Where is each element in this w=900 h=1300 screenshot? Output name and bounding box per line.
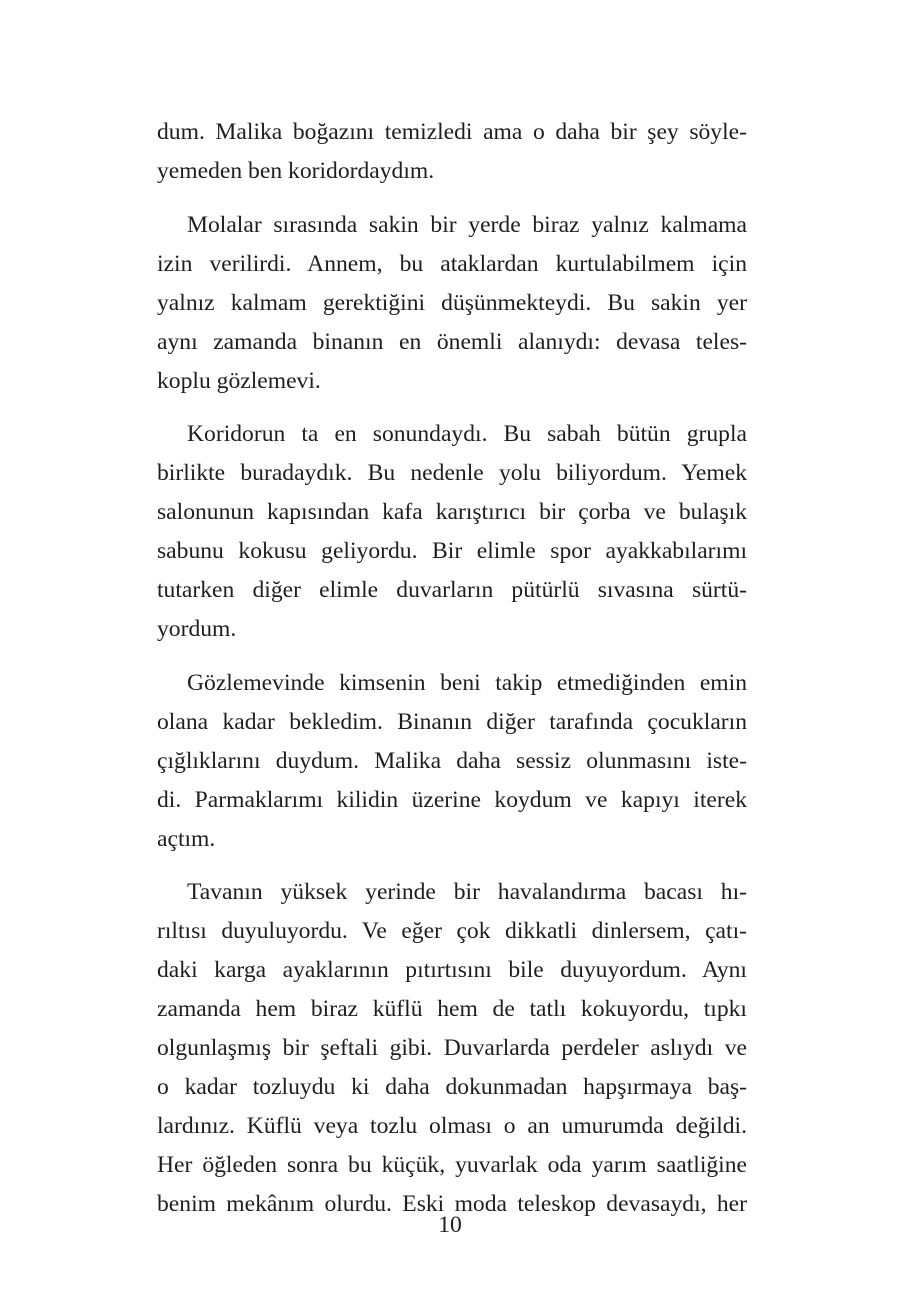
paragraph	[157, 664, 747, 859]
text-line: lardınız. Küflü veya tozlu olması o an umurumda değildi.	[157, 1113, 747, 1139]
text-line: Gözlemevinde kimsenin beni takip etmediğinden emin	[187, 669, 747, 696]
text-line: koplu gözlemevi.	[157, 367, 321, 394]
text-line: çığlıklarını duydum. Malika daha sessiz olunmasını iste-	[157, 747, 747, 774]
paragraph	[157, 206, 747, 401]
text-line: dum. Malika boğazını temizledi ama o daha bir şey söyle-	[157, 119, 747, 145]
text-line: Koridorun ta en sonundaydı. Bu sabah bütün grupla	[187, 421, 747, 447]
text-line: zamanda hem biraz küflü hem de tatlı kokuyordu, tıpkı	[157, 996, 747, 1022]
text-line: tutarken diğer elimle duvarların pütürlü sıvasına sürtü-	[157, 577, 747, 603]
paragraph	[157, 415, 747, 649]
text-line: rıltısı duyuluyordu. Ve eğer çok dikkatli dinlersem, çatı-	[157, 918, 747, 944]
text-line: yordum.	[157, 616, 237, 642]
text-line: aynı zamanda binanın en önemli alanıydı: devasa teles-	[157, 328, 747, 355]
text-line: Molalar sırasında sakin bir yerde biraz yalnız kalmama	[187, 211, 747, 238]
text-line: yemeden ben koridordaydım.	[157, 158, 435, 184]
body-text	[157, 113, 747, 1239]
text-line: birlikte buradaydık. Bu nedenle yolu biliyordum. Yemek	[157, 460, 747, 486]
page-number: 10	[438, 1212, 462, 1238]
text-line: Tavanın yüksek yerinde bir havalandırma bacası hı-	[187, 879, 747, 905]
paragraph	[157, 113, 747, 191]
text-line: açtım.	[157, 825, 216, 852]
text-line: izin verilirdi. Annem, bu ataklardan kurtulabilmem için	[157, 250, 747, 277]
text-line: daki karga ayaklarının pıtırtısını bile duyuyordum. Aynı	[157, 957, 747, 983]
text-line: benim mekânım olurdu. Eski moda teleskop devasaydı, her	[157, 1191, 747, 1217]
text-line: di. Parmaklarımı kilidin üzerine koydum ve kapıyı iterek	[157, 786, 747, 813]
text-line: Her öğleden sonra bu küçük, yuvarlak oda yarım saatliğine	[157, 1152, 747, 1178]
text-line: sabunu kokusu geliyordu. Bir elimle spor ayakkabılarımı	[157, 538, 747, 564]
text-line: o kadar tozluydu ki daha dokunmadan hapşırmaya baş-	[157, 1074, 747, 1100]
text-line: yalnız kalmam gerektiğini düşünmekteydi. Bu sakin yer	[157, 289, 747, 316]
text-line: salonunun kapısından kafa karıştırıcı bir çorba ve bulaşık	[157, 499, 747, 525]
text-line: olana kadar bekledim. Binanın diğer tarafında çocukların	[157, 708, 747, 735]
text-line: olgunlaşmış bir şeftali gibi. Duvarlarda perdeler aslıydı ve	[157, 1035, 747, 1061]
paragraph	[157, 873, 747, 1224]
